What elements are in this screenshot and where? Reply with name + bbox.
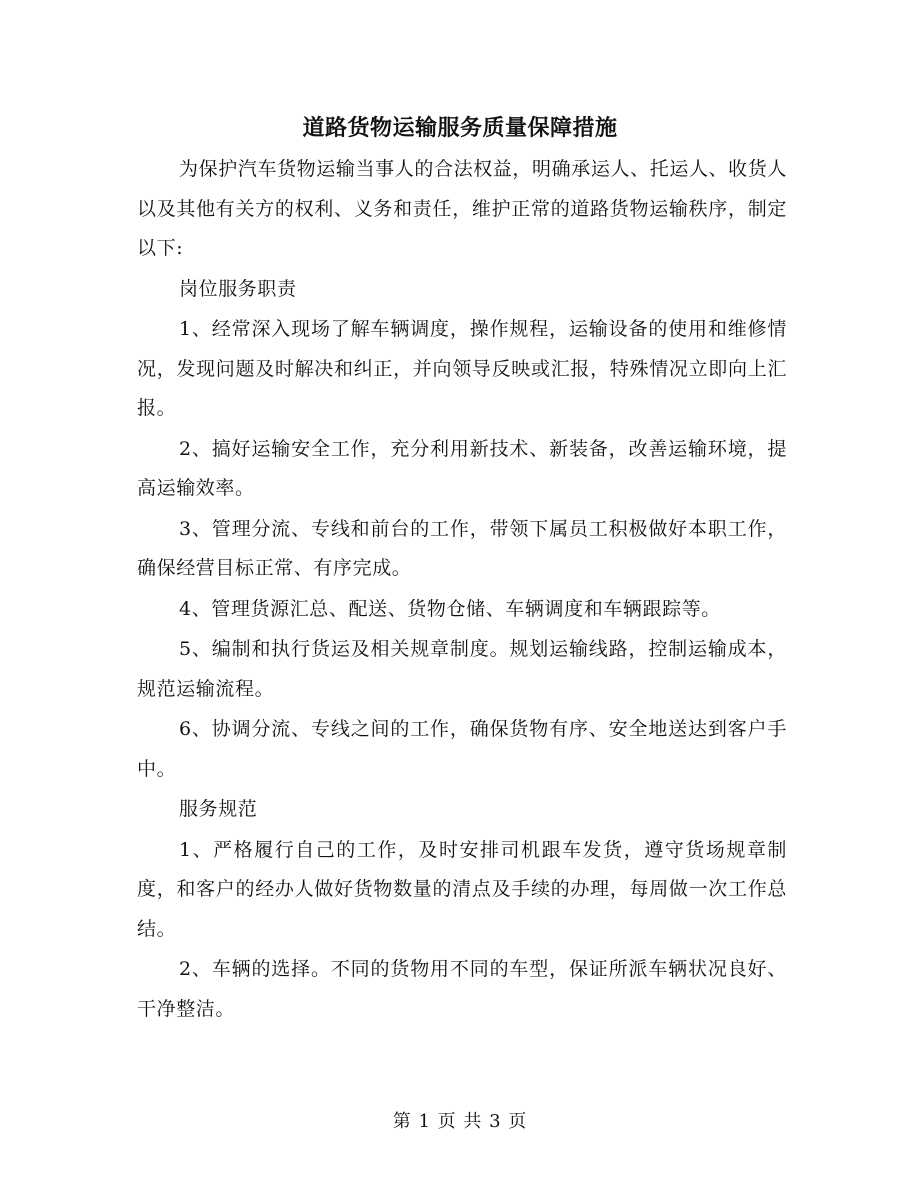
document-body — [137, 150, 787, 1030]
duty-item-2: 2、搞好运输安全工作，充分利用新技术、新装备，改善运输环境，提高运输效率。 — [137, 437, 787, 499]
duty-item-4: 4、管理货源汇总、配送、货物仓储、车辆调度和车辆跟踪等。 — [179, 597, 721, 620]
duty-item-5: 5、编制和执行货运及相关规章制度。规划运输线路，控制运输成本，规范运输流程。 — [137, 638, 787, 700]
norm-item-2: 2、车辆的选择。不同的货物用不同的车型，保证所派车辆状况良好、干净整洁。 — [137, 958, 787, 1020]
duty-item-3: 3、管理分流、专线和前台的工作，带领下属员工积极做好本职工作，确保经营目标正常、有序完成。 — [137, 517, 787, 579]
duty-item-1: 1、经常深入现场了解车辆调度，操作规程，运输设备的使用和维修情况，发现问题及时解决和纠正，并向领导反映或汇报，特殊情况立即向上汇报。 — [137, 318, 787, 419]
page-number-footer: 第 1 页 共 3 页 — [392, 1111, 528, 1132]
section-heading-duties: 岗位服务职责 — [179, 277, 297, 300]
page-title: 道路货物运输服务质量保障措施 — [302, 115, 618, 141]
duty-item-6: 6、协调分流、专线之间的工作，确保货物有序、安全地送达到客户手中。 — [137, 718, 787, 780]
intro-paragraph: 为保护汽车货物运输当事人的合法权益，明确承运人、托运人、收货人以及其他有关方的权利、义务和责任，维护正常的道路货物运输秩序，制定以下: — [137, 158, 787, 259]
norm-item-1: 1、严格履行自己的工作，及时安排司机跟车发货，遵守货场规章制度，和客户的经办人做好货物数量的清点及手续的办理，每周做一次工作总结。 — [137, 838, 787, 940]
section-heading-service-norms: 服务规范 — [179, 798, 258, 820]
